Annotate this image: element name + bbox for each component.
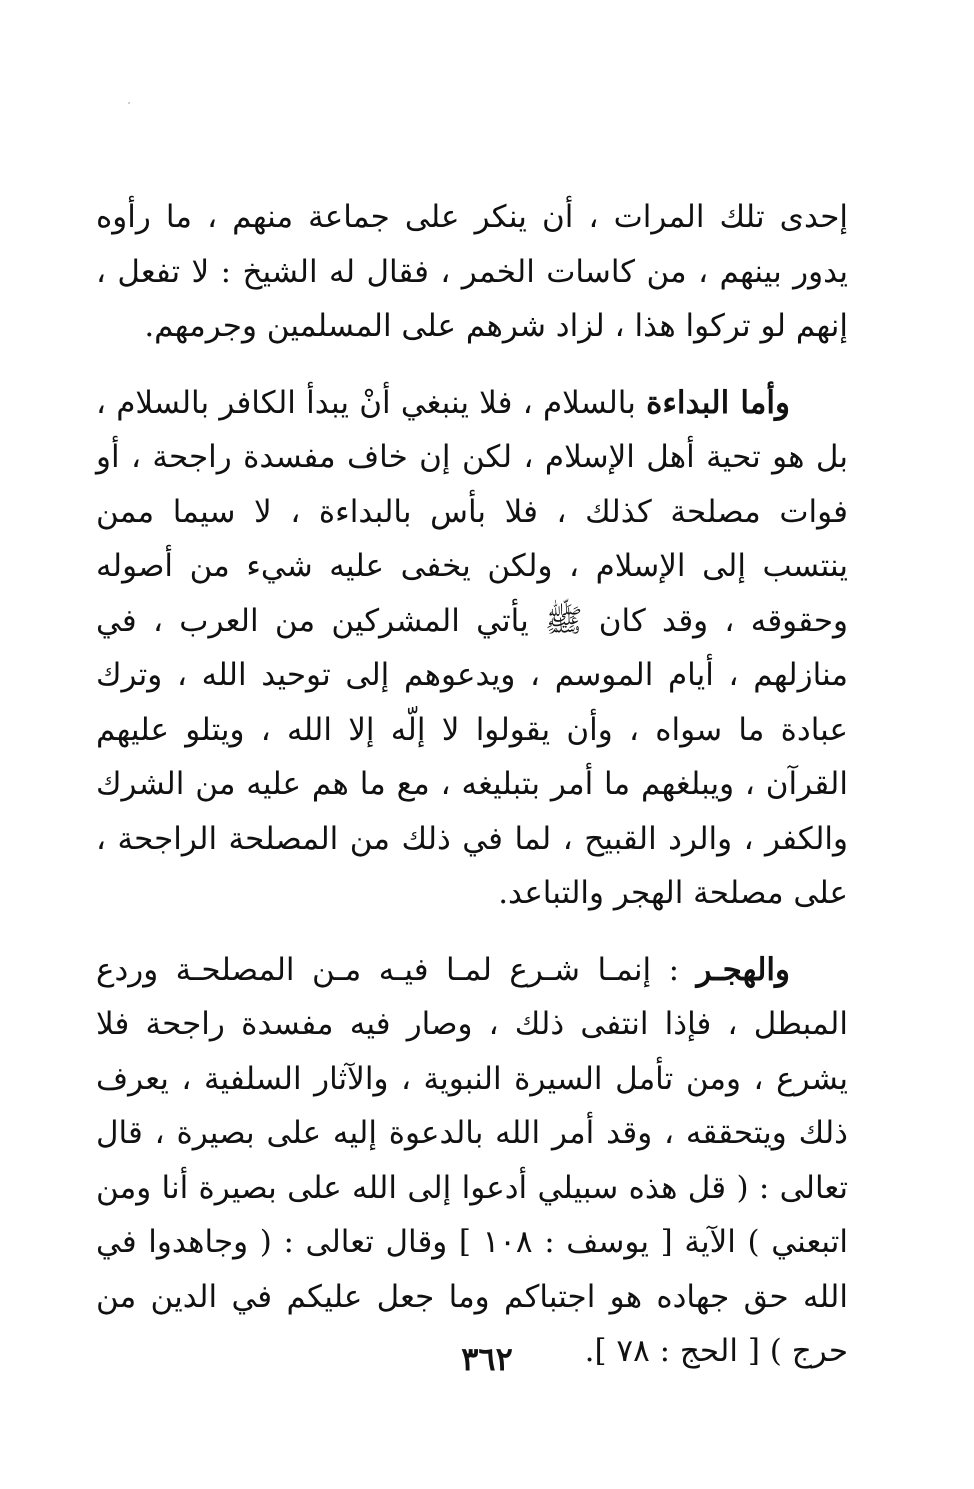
paragraph-2	[96, 376, 848, 921]
paragraph-3-lead: والهجـر	[696, 951, 790, 988]
page-number: ٣٦٢	[461, 1340, 513, 1378]
paragraph-1-text: إحدى تلك المرات ، أن ينكر على جماعة منهم ، ما رأوه يدور بينهم ، من كاسات الخمر ، فقال له الشيخ : لا تفعل ، إنهم لو تركوا هذا ، لزاد شرهم على المسلمين وجرمهم.	[96, 199, 848, 344]
scan-speck	[128, 102, 130, 104]
paragraph-2-lead: وأما البداءة	[646, 384, 790, 421]
paragraph-2-text: بالسلام ، فلا ينبغي أنْ يبدأ الكافر بالسلام ، بل هو تحية أهل الإسلام ، لكن إن خاف مفسدة راجحة ، أو فوات مصلحة كذلك ، فلا بأس بالبداءة ، لا سيما ممن ينتسب إلى الإسلام ، ولكن يخفى عليه شيء من أصوله وحقوقه ، وقد كان ﷺ يأتي المشركين من العرب ، في منازلهم ، أيام الموسم ، ويدعوهم إلى توحيد الله ، وترك عبادة ما سواه ، وأن يقولوا لا إلّه إلا الله ، ويتلو عليهم القرآن ، ويبلغهم ما أمر بتبليغه ، مع ما هم عليه من الشرك والكفر ، والرد القبيح ، لما في ذلك من المصلحة الراجحة ، على مصلحة الهجر والتباعد.	[96, 384, 848, 911]
body-text	[96, 190, 848, 1401]
paragraph-3-text: : إنمـا شـرع لمـا فيـه مـن المصلحـة وردع المبطل ، فإذا انتفى ذلك ، وصار فيه مفسدة راجحة فلا يشرع ، ومن تأمل السيرة النبوية ، والآثار السلفية ، يعرف ذلك ويتحققه ، وقد أمر الله بالدعوة إليه على بصيرة ، قال تعالى : ( قل هذه سبيلي أدعوا إلى الله على بصيرة أنا ومن اتبعني ) الآية [ يوسف : ١٠٨ ] وقال تعالى : ( وجاهدوا في الله حق جهاده هو اجتباكم وما جعل عليكم في الدين من حرج ) [ الحج : ٧٨ ].	[96, 951, 849, 1369]
paragraph-3	[96, 943, 848, 1379]
paragraph-1	[96, 190, 848, 354]
